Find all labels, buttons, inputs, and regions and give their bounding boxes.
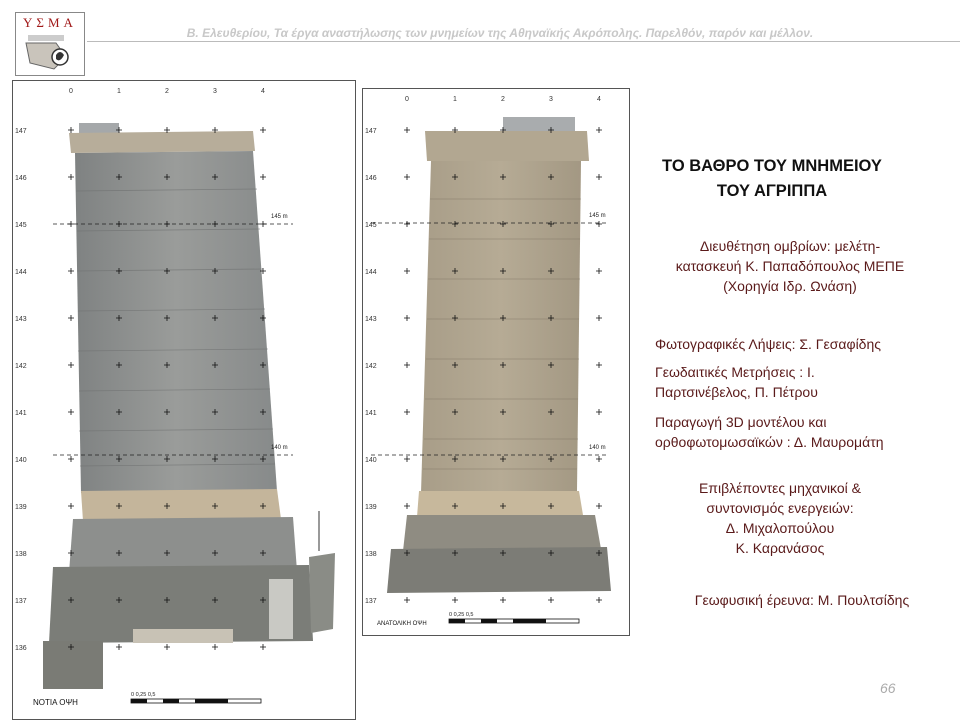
grid-cross [260,221,266,227]
left-row-tick: 141 [15,410,27,417]
left-scale-bar [131,692,261,703]
grid-cross [68,362,74,368]
grid-cross [596,597,602,603]
credit-geodetic [655,362,955,402]
right-level-145: 145 m [589,213,606,219]
grid-cross [596,362,602,368]
grid-cross [260,644,266,650]
credit-engineers [630,478,930,558]
credit-line: (Χορηγία Ιδρ. Ωνάση) [723,278,857,294]
grid-cross [596,315,602,321]
right-row-tick: 144 [365,269,377,276]
credit-model [655,412,955,452]
right-col-tick: 0 [405,96,409,103]
grid-cross [68,409,74,415]
grid-cross [260,174,266,180]
credit-line: ορθοφωτομωσαϊκών : Δ. Μαυρομάτη [655,434,884,450]
left-col-tick: 1 [117,88,121,95]
grid-cross [596,503,602,509]
left-scale-label: 0 0,25 0,5 [131,692,156,698]
credit-line: Επιβλέποντες μηχανικοί & [698,480,862,496]
grid-cross [116,644,122,650]
right-col-tick: 2 [501,96,505,103]
right-row-tick: 138 [365,551,377,558]
left-row-tick: 146 [15,175,27,182]
right-scale-bar [449,612,579,623]
credit-line: Γεωφυσική έρευνα: Μ. Πουλτσίδης [694,592,910,608]
credit-line: Διευθέτηση ομβρίων: μελέτη- [699,238,881,254]
right-level-140: 140 m [589,445,606,451]
grid-cross [548,597,554,603]
credit-line: κατασκευή Κ. Παπαδόπουλος ΜΕΠΕ [675,258,905,274]
left-elevation-panel [12,80,356,720]
slide-number: 66 [880,680,896,696]
grid-cross [404,409,410,415]
left-col-tick: 4 [261,88,265,95]
right-elevation-panel [362,88,630,636]
credit-line: Κ. Καρανάσος [735,540,825,556]
grid-cross [68,456,74,462]
header-divider [87,41,960,42]
slide-title-line-2: ΤΟΥ ΑΓΡΙΠΠΑ [716,182,828,200]
left-row-tick: 136 [15,645,27,652]
ysma-logo [15,12,85,76]
grid-cross [404,456,410,462]
right-col-tick: 4 [597,96,601,103]
right-col-tick: 3 [549,96,553,103]
right-col-tick: 1 [453,96,457,103]
logo-text: ΥΣΜΑ [23,15,77,30]
grid-cross [68,503,74,509]
grid-cross [404,268,410,274]
right-row-tick: 143 [365,316,377,323]
grid-cross [404,127,410,133]
left-row-tick: 142 [15,363,27,370]
grid-cross [68,268,74,274]
credit-line: Δ. Μιχαλοπούλου [725,520,835,536]
grid-cross [404,597,410,603]
left-col-tick: 3 [213,88,217,95]
grid-cross [596,268,602,274]
grid-cross [68,315,74,321]
grid-cross [596,456,602,462]
credit-line: συντονισμός ενεργειών: [706,500,854,516]
credit-line: Παραγωγή 3D μοντέλου και [655,414,827,430]
grid-cross [500,597,506,603]
grid-cross [404,362,410,368]
left-level-140: 140 m [271,445,288,451]
right-scale-label: 0 0,25 0,5 [449,612,474,618]
right-row-tick: 142 [365,363,377,370]
left-row-tick: 144 [15,269,27,276]
left-row-tick: 139 [15,504,27,511]
grid-cross [404,174,410,180]
right-row-tick: 139 [365,504,377,511]
left-row-tick: 140 [15,457,27,464]
credit-line: Φωτογραφικές Λήψεις: Σ. Γεσαφίδης [655,336,882,352]
grid-cross [452,597,458,603]
grid-cross [260,127,266,133]
left-monument-drawing [43,123,335,689]
left-row-tick: 147 [15,128,27,135]
left-row-tick: 145 [15,222,27,229]
header-title: Β. Ελευθερίου, Τα έργα αναστήλωσης των μνημείων της Αθηναϊκής Ακρόπολης. Παρελθόν, παρόν και μέλλον. [186,26,814,40]
slide-title [622,154,922,204]
left-col-tick: 2 [165,88,169,95]
grid-cross [596,127,602,133]
credit-line: Γεωδαιτικές Μετρήσεις : Ι. [655,364,815,380]
grid-cross [404,315,410,321]
right-row-tick: 146 [365,175,377,182]
right-row-tick: 140 [365,457,377,464]
right-row-tick: 141 [365,410,377,417]
right-row-tick: 145 [365,222,377,229]
right-monument-drawing [387,117,611,593]
grid-cross [404,503,410,509]
grid-cross [596,409,602,415]
grid-cross [404,221,410,227]
grid-cross [68,174,74,180]
left-row-tick: 143 [15,316,27,323]
right-row-tick: 137 [365,598,377,605]
grid-cross [68,127,74,133]
credit-photography [655,334,955,354]
grid-cross [68,221,74,227]
left-col-tick: 0 [69,88,73,95]
left-view-label: ΝΟΤΙΑ ΟΨΗ [33,698,78,707]
right-row-tick: 147 [365,128,377,135]
credit-line: Παρτσινέβελος, Π. Πέτρου [655,384,818,400]
grid-cross [164,644,170,650]
grid-cross [212,644,218,650]
left-row-tick: 137 [15,598,27,605]
left-level-145: 145 m [271,214,288,220]
left-row-tick: 138 [15,551,27,558]
credit-geophysics [652,590,952,610]
slide-title-line-1: ΤΟ ΒΑΘΡΟ ΤΟΥ ΜΝΗΜΕΙΟΥ [662,157,882,175]
right-view-label: ΑΝΑΤΟΛΙΚΗ ΟΨΗ [377,621,427,627]
grid-cross [596,174,602,180]
grid-cross [596,221,602,227]
credit-drainage [640,236,940,296]
